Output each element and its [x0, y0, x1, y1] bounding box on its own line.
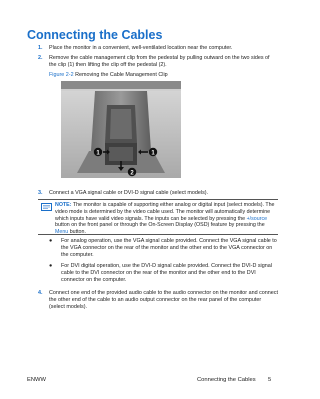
source-button-name: +/source [246, 215, 268, 222]
page-number: 5 [268, 377, 272, 383]
svg-text:1: 1 [96, 150, 100, 157]
figure-caption [49, 72, 168, 78]
step-text: Connect a VGA signal cable or DVI-D signal cable (select models). [49, 190, 209, 196]
note-box [38, 199, 278, 235]
step-number: 2. [38, 55, 43, 61]
note-text-part: The monitor is capable of supporting either analog or digital input (select models). The video mode is determined by the video cable used. The monitor will automatically determine which inputs have valid video signals. The inputs can be selected by pressing the [55, 202, 275, 222]
step-text: Remove the cable management clip from the pedestal by pulling outward on the two sides of the clip (1) then lifting the clip off the pedestal (2). [49, 55, 270, 68]
bullet-text: For DVI digital operation, use the DVI-D signal cable provided. Connect the DVI-D signal cable to the DVI connector on the rear of the monitor and the other end to the DVI connector on the computer. [61, 263, 272, 283]
note-icon [41, 203, 52, 211]
menu-button-name: Menu [55, 229, 69, 236]
cable-clip-photo [61, 81, 181, 178]
svg-text:1: 1 [151, 150, 155, 157]
figure-caption-text: Removing the Cable Management Clip [73, 72, 168, 78]
page-title: Connecting the Cables [27, 28, 163, 42]
bullet-marker: ● [49, 238, 53, 244]
svg-text:2: 2 [130, 170, 134, 177]
note-text [55, 202, 277, 236]
footer-section-title: Connecting the Cables [197, 377, 256, 383]
bullet-marker: ● [49, 263, 53, 269]
figure-label: Figure 2-2 [49, 72, 74, 78]
step-number: 1. [38, 45, 43, 51]
step-number: 4. [38, 290, 43, 296]
step-number: 3. [38, 190, 43, 196]
bullet-text: For analog operation, use the VGA signal cable provided. Connect the VGA signal cable to the VGA connector on the rear of the monitor and the other end to the VGA connector on the computer. [61, 238, 277, 258]
footer-left: ENWW [27, 377, 46, 383]
step-text: Connect one end of the provided audio cable to the audio connector on the monitor and connect the other end of the cable to an audio output connector on the rear panel of the computer (select models). [49, 290, 278, 310]
step-text: Place the monitor in a convenient, well-ventilated location near the computer. [49, 45, 233, 51]
note-label: NOTE: [55, 202, 72, 208]
note-text-part: button on the front panel or through the On-Screen Display (OSD) feature by pressing the [55, 222, 265, 229]
note-text-part: button. [68, 229, 86, 236]
